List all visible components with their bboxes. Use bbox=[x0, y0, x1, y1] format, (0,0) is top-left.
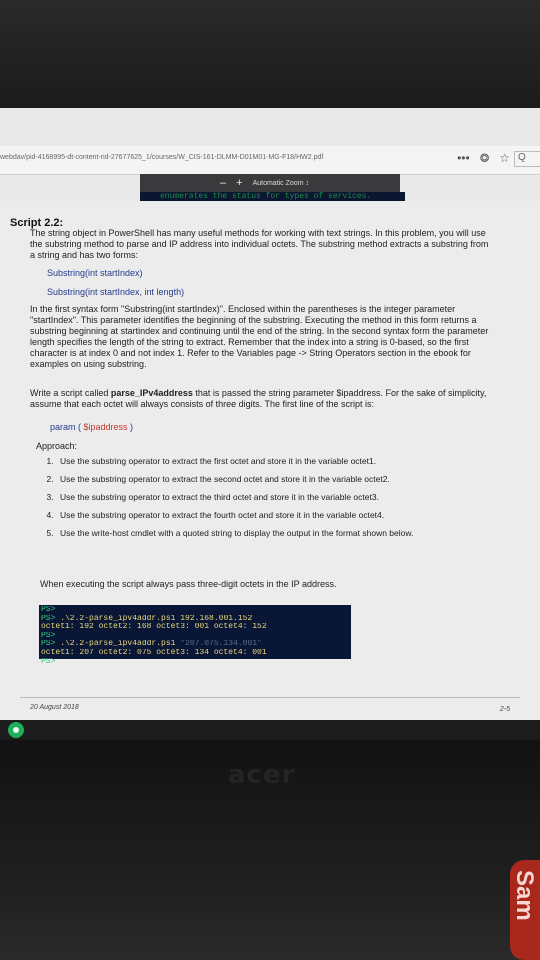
terminal-argument: "207.075.134.001" bbox=[175, 640, 262, 649]
pdf-page bbox=[0, 201, 540, 740]
sticker-text: Sam bbox=[511, 870, 538, 921]
footer-divider bbox=[20, 697, 520, 698]
syntax-form-2: Substring(int startIndex, int length) bbox=[47, 287, 185, 297]
param-keyword: param ( bbox=[50, 422, 84, 432]
footer-date: 20 August 2018 bbox=[30, 704, 79, 711]
zoom-out-button[interactable]: – bbox=[220, 177, 227, 189]
address-bar[interactable] bbox=[0, 146, 540, 175]
more-icon[interactable]: ••• bbox=[457, 151, 470, 165]
monitor-brand-logo: acer bbox=[228, 760, 296, 790]
note-paragraph: When executing the script always pass three-digit octets in the IP address. bbox=[40, 579, 337, 589]
previous-page-code-strip: enumerates the status for types of services. bbox=[140, 192, 405, 201]
monitor-screen bbox=[0, 108, 540, 740]
sticker bbox=[510, 860, 540, 960]
task-post: that is passed the string parameter $ipaddress. For the sake of simplicity, assume that each octet will always consists of three digits. The first line of the script is: bbox=[30, 388, 487, 409]
terminal-line bbox=[41, 640, 349, 649]
param-line bbox=[50, 422, 133, 432]
syntax-form-1: Substring(int startIndex) bbox=[47, 268, 143, 278]
search-input[interactable]: Q bbox=[514, 151, 540, 167]
terminal-line: PS> bbox=[41, 606, 56, 614]
script-name: parse_IPv4address bbox=[110, 388, 193, 398]
monitor-bezel-top bbox=[0, 0, 540, 108]
terminal-prompt: PS> bbox=[41, 640, 56, 649]
terminal-prompt: PS> bbox=[41, 614, 56, 623]
taskbar-app-icon[interactable] bbox=[8, 722, 24, 738]
zoom-value: Automatic Zoom bbox=[252, 179, 304, 187]
terminal-line: PS> bbox=[41, 657, 56, 666]
terminal-command: .\2.2-parse_ipv4addr.ps1 bbox=[55, 640, 176, 649]
approach-heading: Approach: bbox=[36, 441, 78, 451]
step-item: 2. Use the substring operator to extract the second octet and store it in the variable octet2. bbox=[56, 474, 506, 485]
param-variable: $ipaddress bbox=[83, 422, 128, 432]
explanation-paragraph: In the first syntax form "Substring(int startIndex)". Enclosed within the parentheses is the integer parameter "startIndex". This parameter identifies the beginning of the substring. Executing the method in this form returns a substring beginning at startindex and continuing until the end of the string. In the second syntax form the parameter length specifies the length of the string to extract. Remember that the index into a string is 0-based, so the first character is at index 0 and not index 1. Refer to the Variables page -> String Operators section in the ebook for examples on using substring. bbox=[30, 304, 489, 369]
bookmark-star-icon[interactable]: ☆ bbox=[499, 151, 510, 165]
zoom-select[interactable]: Automatic Zoom ↕ bbox=[252, 179, 309, 187]
step-item: 3. Use the substring operator to extract the third octet and store it in the variable octet3. bbox=[56, 492, 506, 503]
pocket-icon[interactable]: ⭗ bbox=[479, 151, 490, 165]
step-item: 5. Use the write-host cmdlet with a quoted string to display the output in the format shown below. bbox=[56, 528, 506, 539]
param-close: ) bbox=[127, 422, 134, 432]
taskbar bbox=[0, 720, 540, 740]
terminal-output: octet1: 192 octet2: 168 octet3: 001 octet4: 152 bbox=[41, 623, 267, 632]
zoom-in-button[interactable]: + bbox=[236, 177, 243, 189]
step-item: 1. Use the substring operator to extract the first octet and store it in the variable octet1. bbox=[56, 456, 506, 467]
powershell-output bbox=[39, 605, 351, 666]
intro-paragraph: The string object in PowerShell has many useful methods for working with text strings. In this problem, you will use the substring method to parse and IP address into individual octets. The substring method extracts a substring from a string and has two forms: bbox=[30, 228, 489, 260]
url-text[interactable]: webdav/pid-4168995-dt-content-rid-27677625_1/courses/W_CIS-161-DLMM-D01M01-MG-F18/HW2.pdf bbox=[0, 154, 324, 161]
script-title: Script 2.2: bbox=[10, 217, 64, 229]
terminal-command: .\2.2-parse_ipv4addr.ps1 bbox=[55, 614, 176, 623]
step-item: 4. Use the substring operator to extract the fourth octet and store it in the variable octet4. bbox=[56, 510, 506, 521]
url-actions bbox=[457, 151, 510, 166]
task-pre: Write a script called bbox=[30, 388, 111, 398]
footer-page-number: 2-5 bbox=[499, 706, 510, 713]
terminal-argument: 192.168.001.152 bbox=[175, 614, 253, 623]
terminal-line bbox=[41, 615, 349, 624]
terminal-line: PS> bbox=[41, 631, 56, 640]
terminal-output: octet1: 207 octet2: 075 octet3: 134 octet4: 001 bbox=[41, 648, 267, 657]
pdf-toolbar bbox=[140, 174, 400, 192]
task-paragraph bbox=[30, 388, 490, 410]
approach-steps bbox=[36, 456, 506, 546]
